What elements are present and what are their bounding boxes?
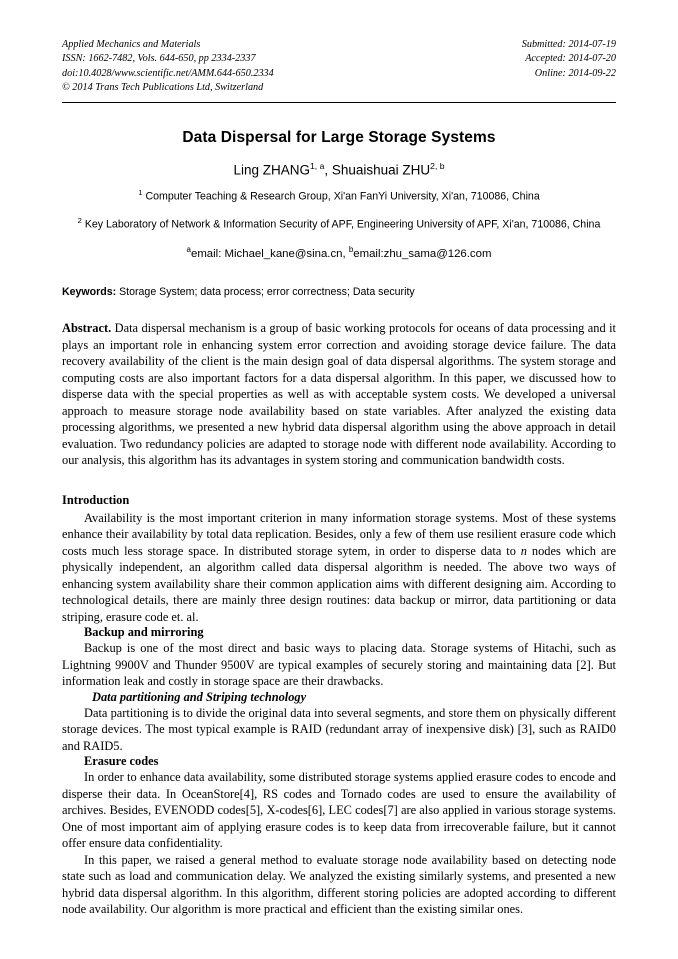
subsection-heading-backup: Backup and mirroring	[84, 625, 204, 640]
journal-header	[62, 38, 616, 96]
abstract-text: Data dispersal mechanism is a group of basic working protocols for oceans of data processing and it plays an important role in enhancing system error correction and avoiding storage device failure. The data recovery availability of the client is the main design goal of data dispersal algorithms. The system storage and computing costs are also important factors for a data dispersal algorithm. In this paper, we discussed how to disperse data with the special properties as well as with acceptable system costs. We developed a universal approach to measure storage node availability based on state variables. After analyzed the existing data processing algorithms, we presented a new hybrid data dispersal algorithm using the above approach in detail evaluation. Two redundancy policies are adapted to storage node with different node availability. According to our analysis, this algorithm has its advantages in system storing and communication bandwidth costs.	[62, 321, 616, 468]
subsection-backup-text: Backup is one of the most direct and basic ways to placing data. Storage systems of Hitachi, such as Lightning 9900V and Thunder 9500V are typical examples of securely storing and maintaining data [2]. But information leak and costly in storage space are their drawbacks.	[62, 641, 616, 689]
author-name-2: Shuaishuai ZHU	[331, 162, 431, 178]
intro-para-1-italic: n	[520, 543, 527, 558]
email-2: email:zhu_sama@126.com	[353, 248, 492, 261]
affiliation-text-2: Key Laboratory of Network & Information Security of APF, Engineering University of APF, Xi'an, 710086, China	[84, 218, 601, 231]
abstract-block	[62, 320, 616, 469]
subsection-heading-partitioning: Data partitioning and Striping technology	[92, 689, 307, 704]
journal-copyright: © 2014 Trans Tech Publications Ltd, Switzerland	[62, 82, 264, 94]
header-divider	[62, 102, 616, 103]
page-title: Data Dispersal for Large Storage Systems	[182, 128, 496, 146]
affiliation-2	[62, 215, 616, 233]
keywords-value: Storage System; data process; error correctness; Data security	[116, 286, 415, 299]
email-1: email: Michael_kane@sina.cn,	[190, 248, 349, 261]
journal-header-left	[62, 38, 274, 96]
journal-issn-volume: ISSN: 1662-7482, Vols. 644-650, pp 2334-2337	[62, 53, 256, 65]
intro-paragraph-last: In this paper, we raised a general method to evaluate storage node availability based on detecting node state such as load and communication delay. We analyzed the existing similarly systems, and presented a new hybrid data dispersal algorithm. In this algorithm, different storing policies are adopted according to different node availability. Our algorithm is more practical and efficient than the existing similar ones.	[62, 852, 616, 917]
intro-paragraph-1	[62, 510, 616, 626]
affiliation-text-1: Computer Teaching & Research Group, Xi'an FanYi University, Xi'an, 710086, China	[145, 190, 540, 203]
keywords-line	[62, 286, 616, 298]
email-sup-a: a	[186, 245, 191, 255]
accepted-date: Accepted: 2014-07-20	[525, 53, 616, 65]
author-list	[62, 161, 616, 178]
author-sup-2: 2, b	[430, 160, 445, 171]
keywords-label: Keywords:	[62, 286, 117, 299]
journal-doi: doi:10.4028/www.scientific.net/AMM.644-650.2334	[62, 67, 274, 79]
journal-header-right	[522, 38, 616, 81]
submitted-date: Submitted: 2014-07-19	[521, 39, 616, 50]
affiliation-sup-2: 2	[77, 216, 82, 226]
affiliation-1	[62, 187, 616, 205]
abstract-label: Abstract.	[62, 321, 112, 336]
intro-para-1-part-a: Availability is the most important criterion in many information storage systems. Most of these systems enhance their availability by total data replication. Besides, only a few of them use resilient erasure code which costs much less storage space. In distributed storage sytem, in order to disperse data to	[62, 510, 616, 558]
author-name-1: Ling ZHANG	[233, 162, 311, 178]
subsection-erasure-text: In order to enhance data availability, some distributed storage systems applied erasure codes to encode and disperse their data. In OceanStore[4], RS codes and Tornado codes are used to ensure the availability of archives. Besides, EVENODD codes[5], X-codes[6], LEC codes[7] are also applied in various storage systems. One of most important aim of applying erasure codes is to keep data from irrecoverable failure, but it cannot offer ensure data confidentiality.	[62, 770, 616, 851]
online-date: Online: 2014-09-22	[534, 67, 616, 79]
email-sup-b: b	[348, 245, 354, 255]
subsection-heading-erasure: Erasure codes	[84, 754, 159, 769]
section-heading-introduction: Introduction	[62, 492, 130, 507]
author-sup-1: 1, a	[310, 160, 325, 171]
subsection-partitioning-text: Data partitioning is to divide the original data into several segments, and store them on physically different storage devices. The most typical example is RAID (redundant array of inexpensive disk) [3], such as RAID0 and RAID5.	[62, 705, 616, 753]
intro-para-1-part-b: nodes which are physically independent, an algorithm called data dispersal algorithm is needed. The above two ways of enhancing system availability share their common application aims with different designing aim. According to technological details, there are mainly three design routines: data backup or mirror, data partitioning or data striping, erasure code et. al.	[62, 543, 616, 624]
affiliation-sup-1: 1	[138, 188, 143, 198]
author-separator: ,	[324, 162, 332, 178]
author-emails	[62, 245, 616, 260]
journal-name: Applied Mechanics and Materials	[62, 39, 201, 50]
